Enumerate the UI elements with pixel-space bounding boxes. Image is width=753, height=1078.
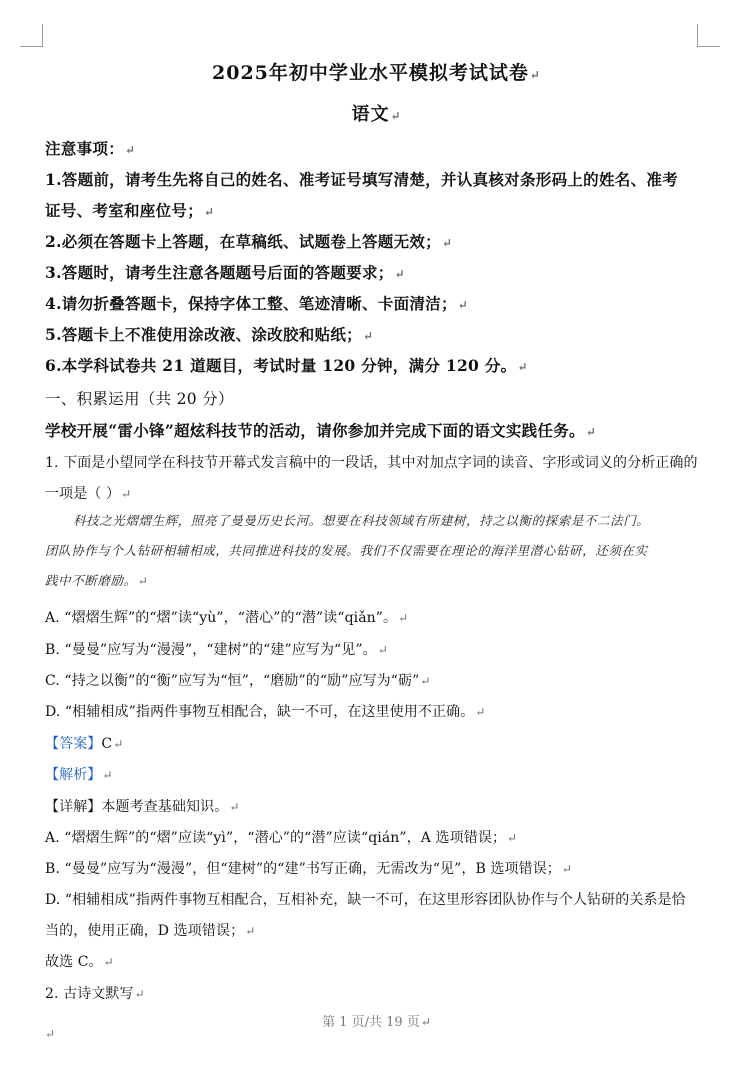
paragraph-mark-icon: ↵ bbox=[390, 109, 402, 123]
detail-line: 【详解】本题考查基础知识。↵ bbox=[45, 799, 240, 815]
paragraph-mark-icon: ↵ bbox=[204, 205, 215, 219]
explanation-d-cont: 当的，使用正确，D 选项错误；↵ bbox=[45, 923, 256, 939]
option-d: D. “相辅相成”指两件事物互相配合，缺一不可，在这里使用不正确。↵ bbox=[45, 704, 486, 720]
paragraph-mark-icon: ↵ bbox=[102, 768, 113, 782]
answer-label: 【答案】 bbox=[45, 736, 102, 752]
paragraph-mark-icon: ↵ bbox=[507, 831, 518, 845]
paragraph-mark-icon: ↵ bbox=[585, 425, 597, 439]
paragraph-mark-icon: ↵ bbox=[245, 924, 256, 938]
notice-item-6: 6.本学科试卷共 21 道题目，考试时量 120 分钟，满分 120 分。↵ bbox=[45, 356, 528, 375]
analysis-label: 【解析】 bbox=[45, 767, 102, 783]
option-b: B. “曼曼”应写为“漫漫”，“建树”的“建”应写为“见”。↵ bbox=[45, 642, 388, 658]
explanation-b: B. “曼曼”应写为“漫漫”，但“建树”的“建”书写正确，无需改为“见”，B 选项错误；↵ bbox=[45, 861, 573, 877]
paragraph-mark-icon: ↵ bbox=[134, 987, 145, 1001]
notice-item-3: 3.答题时，请考生注意各题题号后面的答题要求；↵ bbox=[45, 263, 405, 282]
paragraph-mark-icon: ↵ bbox=[561, 862, 573, 876]
paragraph-mark-icon: ↵ bbox=[420, 674, 431, 688]
document-title: 2025年初中学业水平模拟考试试卷↵ bbox=[212, 62, 541, 84]
notice-item-1-cont: 证号、考室和座位号；↵ bbox=[45, 201, 215, 220]
explanation-d: D. “相辅相成”指两件事物互相配合，互相补充，缺一不可，在这里形容团队协作与个人钻研的关系是恰 bbox=[45, 892, 686, 908]
paragraph-mark-icon: ↵ bbox=[137, 574, 149, 588]
crop-mark-top-left bbox=[20, 24, 43, 47]
question-1-stem-cont: 一项是（ ）↵ bbox=[45, 486, 132, 502]
question-1-stem: 1. 下面是小望同学在科技节开幕式发言稿中的一段话，其中对加点字词的读音、字形或词义的分析正确的 bbox=[45, 455, 698, 471]
paragraph-mark-icon: ↵ bbox=[441, 236, 453, 250]
paragraph-mark-icon: ↵ bbox=[103, 955, 114, 969]
analysis-line bbox=[45, 764, 113, 784]
paragraph-mark-icon: ↵ bbox=[377, 643, 388, 657]
paragraph-mark-icon: ↵ bbox=[529, 68, 541, 82]
passage-line-3: 践中不断磨励。↵ bbox=[45, 573, 149, 588]
crop-mark-top-right bbox=[697, 24, 720, 47]
notice-item-4: 4.请勿折叠答题卡，保持字体工整、笔迹清晰、卡面清洁；↵ bbox=[45, 294, 469, 313]
paragraph-end-icon: ↵ bbox=[45, 1027, 56, 1041]
page-footer: 第 1 页/共 19 页↵ bbox=[322, 1015, 431, 1030]
notice-item-1: 1.答题前，请考生先将自己的姓名、准考证号填写清楚，并认真核对条形码上的姓名、准考 bbox=[45, 170, 678, 189]
paragraph-mark-icon: ↵ bbox=[420, 1015, 431, 1029]
option-c: C. “持之以衡”的“衡”应写为“恒”，“磨励”的“励”应写为“砺”↵ bbox=[45, 673, 431, 689]
paragraph-mark-icon: ↵ bbox=[362, 329, 374, 343]
passage-line-1: 科技之光熠熠生辉，照亮了曼曼历史长河。想要在科技领域有所建树，持之以衡的探索是不二法门。 bbox=[73, 513, 650, 528]
passage-line-2: 团队协作与个人钻研相辅相成，共同推进科技的发展。我们不仅需要在理论的海洋里潜心钻研，还须在实 bbox=[45, 543, 648, 558]
answer-line bbox=[45, 733, 123, 753]
notice-item-5: 5.答题卡上不准使用涂改液、涂改胶和贴纸；↵ bbox=[45, 325, 374, 344]
section-heading: 一、积累运用（共 20 分） bbox=[45, 390, 234, 408]
paragraph-mark-icon: ↵ bbox=[517, 360, 528, 374]
notice-item-2: 2.必须在答题卡上答题，在草稿纸、试题卷上答题无效；↵ bbox=[45, 232, 453, 251]
question-2-stem: 2. 古诗文默写↵ bbox=[45, 986, 145, 1002]
paragraph-mark-icon: ↵ bbox=[125, 143, 136, 157]
paragraph-mark-icon: ↵ bbox=[398, 611, 409, 625]
answer-value: C bbox=[101, 736, 113, 752]
paragraph-mark-icon: ↵ bbox=[457, 298, 469, 312]
option-a: A. “熠熠生辉”的“熠”读“yù”，“潜心”的“潜”读“qiǎn”。↵ bbox=[45, 610, 409, 626]
conclusion: 故选 C。↵ bbox=[45, 954, 114, 970]
paragraph-mark-icon: ↵ bbox=[394, 267, 405, 281]
detail-label: 【详解】 bbox=[45, 799, 102, 815]
explanation-a: A. “熠熠生辉”的“熠”应读“yì”，“潜心”的“潜”应读“qián”，A 选项错误；↵ bbox=[45, 830, 518, 846]
paragraph-mark-icon: ↵ bbox=[121, 487, 132, 501]
paragraph-mark-icon: ↵ bbox=[475, 705, 486, 719]
task-intro: 学校开展“雷小锋”超炫科技节的活动，请你参加并完成下面的语文实践任务。↵ bbox=[45, 421, 597, 440]
notice-heading: 注意事项：↵ bbox=[45, 139, 136, 158]
subject-title: 语文↵ bbox=[351, 104, 402, 125]
paragraph-mark-icon: ↵ bbox=[229, 800, 240, 814]
paragraph-mark-icon: ↵ bbox=[113, 737, 124, 751]
